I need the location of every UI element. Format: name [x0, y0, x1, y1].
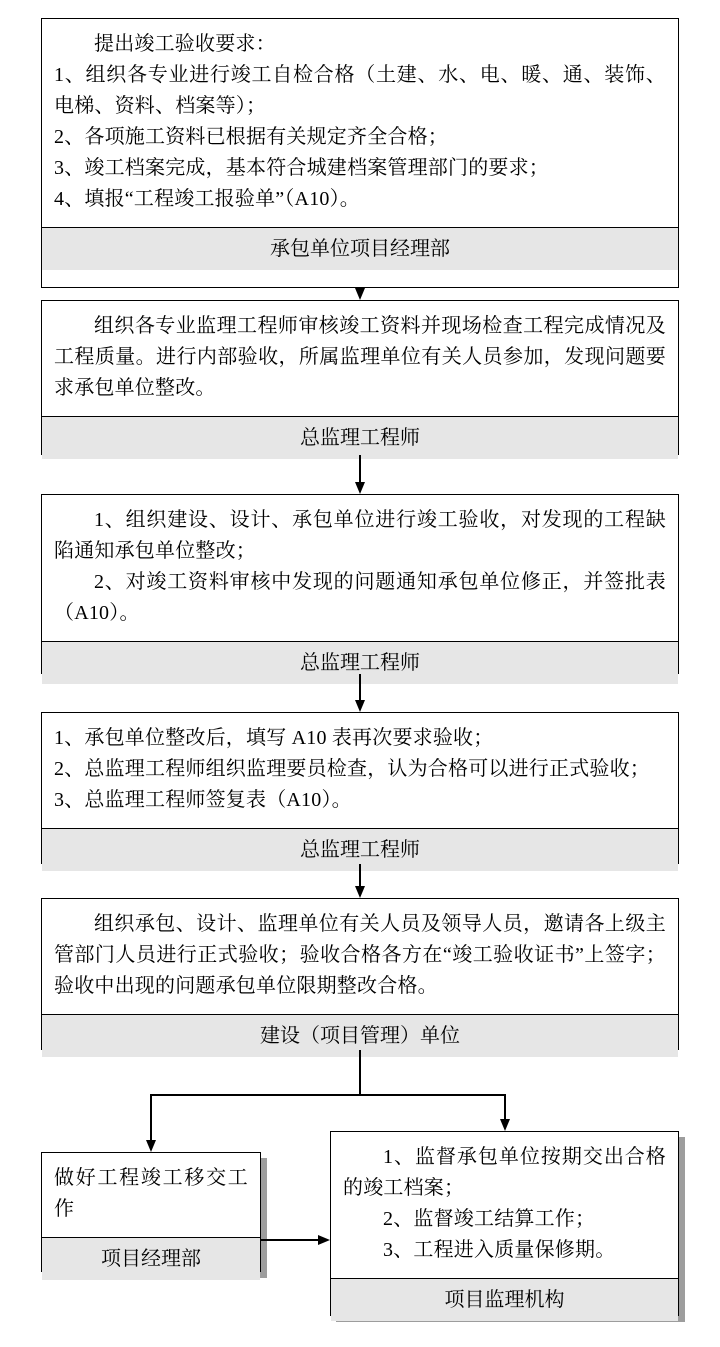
node-contractor-body: [42, 19, 678, 227]
node-acceptance: [41, 494, 679, 674]
node-contractor-role: 承包单位项目经理部: [42, 227, 678, 270]
node-rectify-line-1: 2、总监理工程师组织监理要员检查，认为合格可以进行正式验收；: [54, 758, 650, 780]
node-rectify-role: 总监理工程师: [42, 828, 678, 871]
node-handover: [41, 1152, 261, 1272]
node-acceptance-line-1: 2、对竣工资料审核中发现的问题通知承包单位修正，并签批表（A10）。: [54, 571, 666, 624]
node-review-body: [42, 301, 678, 416]
node-acceptance-line-0: 1、组织建设、设计、承包单位进行竣工验收，对发现的工程缺陷通知承包单位整改；: [54, 509, 666, 562]
node-contractor-line-1: 1、组织各专业进行竣工自检合格（土建、水、电、暖、通、装饰、电梯、资料、档案等）；: [54, 64, 666, 117]
node-contractor: [41, 18, 679, 288]
node-supervise-line-0: 1、监督承包单位按期交出合格的竣工档案；: [343, 1146, 666, 1199]
node-rectify-line-2: 3、总监理工程师签复表（A10）。: [54, 789, 352, 811]
node-review: [41, 300, 679, 455]
node-supervise: [330, 1131, 679, 1316]
node-contractor-line-3: 3、竣工档案完成，基本符合城建档案管理部门的要求；: [54, 157, 549, 179]
node-handover-body: [42, 1153, 260, 1237]
node-contractor-line-2: 2、各项施工资料已根据有关规定齐全合格；: [54, 126, 448, 148]
node-formal-acceptance: [41, 898, 679, 1050]
node-supervise-body: [331, 1132, 678, 1278]
node-review-line-0: 组织各专业监理工程师审核竣工资料并现场检查工程完成情况及工程质量。进行内部验收，所属监理单位有关人员参加，发现问题要求承包单位整改。: [54, 315, 666, 399]
node-formal-line-0: 组织承包、设计、监理单位有关人员及领导人员，邀请各上级主管部门人员进行正式验收；验收合格各方在“竣工验收证书”上签字；验收中出现的问题承包单位限期整改合格。: [54, 913, 666, 997]
node-formal-body: [42, 899, 678, 1014]
node-supervise-line-1: 2、监督竣工结算工作；: [383, 1208, 596, 1230]
node-review-role: 总监理工程师: [42, 416, 678, 459]
node-rectify: [41, 712, 679, 864]
node-contractor-line-0: 提出竣工验收要求：: [94, 33, 276, 55]
node-handover-role: 项目经理部: [42, 1237, 260, 1280]
node-rectify-line-0: 1、承包单位整改后，填写 A10 表再次要求验收；: [54, 727, 494, 749]
node-formal-role: 建设（项目管理）单位: [42, 1014, 678, 1057]
node-rectify-body: [42, 713, 678, 828]
node-contractor-line-4: 4、填报“工程竣工报验单”（A10）。: [54, 188, 360, 210]
node-acceptance-role: 总监理工程师: [42, 641, 678, 684]
node-supervise-role: 项目监理机构: [331, 1278, 678, 1321]
node-supervise-line-2: 3、工程进入质量保修期。: [383, 1239, 616, 1261]
node-acceptance-body: [42, 495, 678, 641]
node-handover-line-0: 做好工程竣工移交工作: [54, 1167, 248, 1220]
